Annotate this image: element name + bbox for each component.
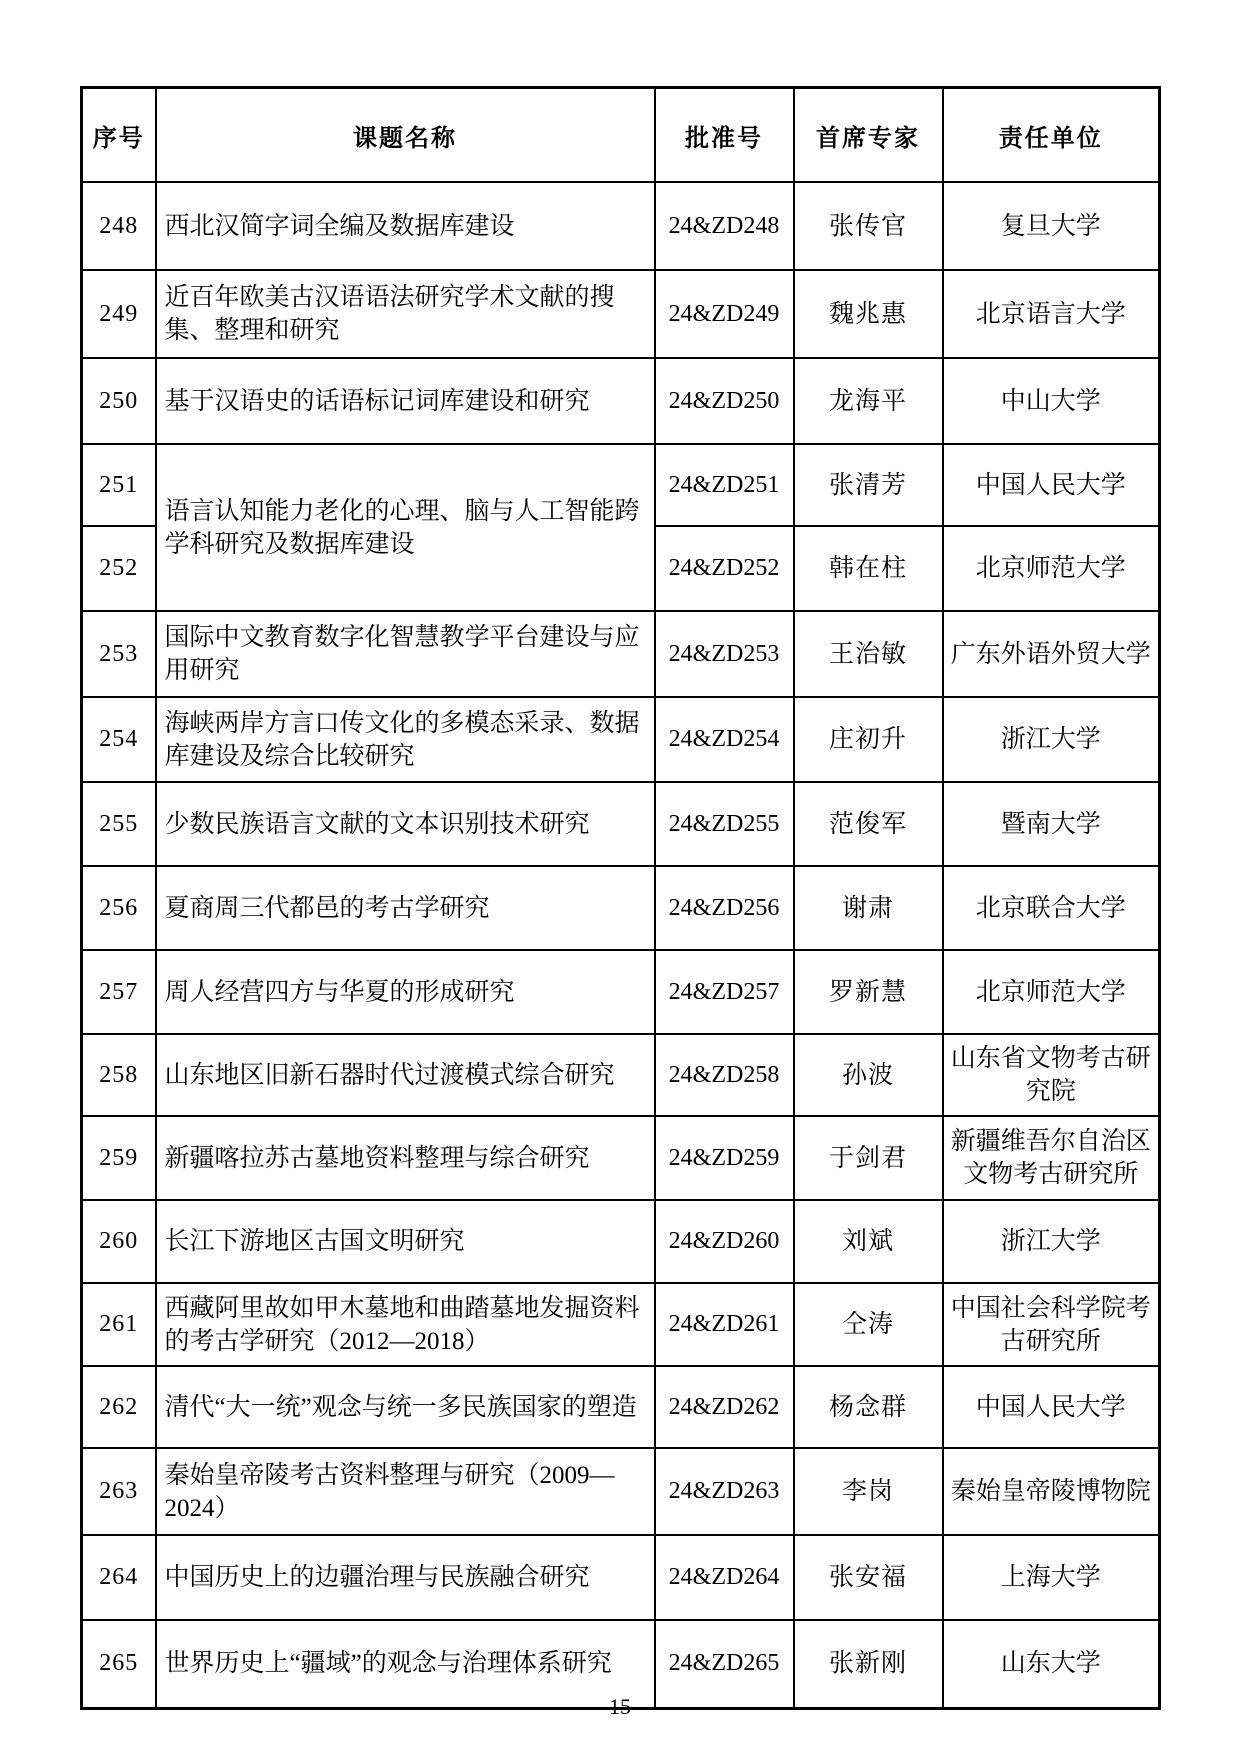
grant-number-cell: 24&ZD254 (655, 697, 794, 782)
institution-cell: 复旦大学 (943, 182, 1160, 270)
project-name-cell: 国际中文教育数字化智慧教学平台建设与应用研究 (156, 611, 655, 697)
chief-expert-cell: 张安福 (794, 1535, 943, 1620)
grant-number-cell: 24&ZD257 (655, 950, 794, 1034)
grant-number-cell: 24&ZD251 (655, 444, 794, 526)
institution-cell: 浙江大学 (943, 697, 1160, 782)
institution-cell: 广东外语外贸大学 (943, 611, 1160, 697)
grant-number-cell: 24&ZD258 (655, 1034, 794, 1116)
grant-number-cell: 24&ZD261 (655, 1283, 794, 1366)
table-row (82, 611, 1160, 697)
table-row (82, 444, 1160, 526)
table-row (82, 182, 1160, 270)
institution-cell: 北京师范大学 (943, 526, 1160, 611)
institution-cell: 中山大学 (943, 358, 1160, 444)
row-number-cell: 249 (82, 270, 156, 358)
grant-number-cell: 24&ZD265 (655, 1620, 794, 1708)
row-number-cell: 251 (82, 444, 156, 526)
institution-cell: 浙江大学 (943, 1200, 1160, 1283)
institution-cell: 秦始皇帝陵博物院 (943, 1448, 1160, 1535)
chief-expert-cell: 庄初升 (794, 697, 943, 782)
chief-expert-cell: 张清芳 (794, 444, 943, 526)
project-name-cell: 基于汉语史的话语标记词库建设和研究 (156, 358, 655, 444)
project-name-cell: 西北汉简字词全编及数据库建设 (156, 182, 655, 270)
chief-expert-cell: 谢肃 (794, 866, 943, 950)
institution-cell: 暨南大学 (943, 782, 1160, 866)
table-row (82, 782, 1160, 866)
grant-number-cell: 24&ZD255 (655, 782, 794, 866)
grant-number-cell: 24&ZD249 (655, 270, 794, 358)
project-name-cell: 海峡两岸方言口传文化的多模态采录、数据库建设及综合比较研究 (156, 697, 655, 782)
institution-cell: 中国人民大学 (943, 444, 1160, 526)
row-number-cell: 253 (82, 611, 156, 697)
row-number-cell: 252 (82, 526, 156, 611)
institution-cell: 山东大学 (943, 1620, 1160, 1708)
chief-expert-cell: 张传官 (794, 182, 943, 270)
table-row (82, 1034, 1160, 1116)
table-row (82, 866, 1160, 950)
row-number-cell: 255 (82, 782, 156, 866)
institution-cell: 北京师范大学 (943, 950, 1160, 1034)
projects-table (80, 86, 1161, 1710)
row-number-cell: 254 (82, 697, 156, 782)
chief-expert-cell: 杨念群 (794, 1366, 943, 1448)
institution-cell: 北京语言大学 (943, 270, 1160, 358)
table-row (82, 358, 1160, 444)
row-number-cell: 261 (82, 1283, 156, 1366)
chief-expert-cell: 于剑君 (794, 1116, 943, 1200)
institution-cell: 北京联合大学 (943, 866, 1160, 950)
table-row (82, 270, 1160, 358)
chief-expert-cell: 龙海平 (794, 358, 943, 444)
project-name-cell: 清代“大一统”观念与统一多民族国家的塑造 (156, 1366, 655, 1448)
table-row (82, 1200, 1160, 1283)
row-number-cell: 256 (82, 866, 156, 950)
institution-cell: 上海大学 (943, 1535, 1160, 1620)
header-grant-number: 批准号 (655, 88, 794, 183)
row-number-cell: 259 (82, 1116, 156, 1200)
institution-cell: 山东省文物考古研究院 (943, 1034, 1160, 1116)
project-name-cell: 新疆喀拉苏古墓地资料整理与综合研究 (156, 1116, 655, 1200)
row-number-cell: 257 (82, 950, 156, 1034)
project-name-cell: 夏商周三代都邑的考古学研究 (156, 866, 655, 950)
chief-expert-cell: 刘斌 (794, 1200, 943, 1283)
grant-number-cell: 24&ZD259 (655, 1116, 794, 1200)
table-row (82, 1283, 1160, 1366)
header-project-name: 课题名称 (156, 88, 655, 183)
table-header-row (82, 88, 1160, 183)
row-number-cell: 265 (82, 1620, 156, 1708)
grant-number-cell: 24&ZD248 (655, 182, 794, 270)
grant-number-cell: 24&ZD262 (655, 1366, 794, 1448)
grant-number-cell: 24&ZD252 (655, 526, 794, 611)
grant-number-cell: 24&ZD264 (655, 1535, 794, 1620)
project-name-cell: 周人经营四方与华夏的形成研究 (156, 950, 655, 1034)
chief-expert-cell: 孙波 (794, 1034, 943, 1116)
project-name-cell: 语言认知能力老化的心理、脑与人工智能跨学科研究及数据库建设 (156, 444, 655, 611)
row-number-cell: 258 (82, 1034, 156, 1116)
row-number-cell: 248 (82, 182, 156, 270)
project-name-cell: 长江下游地区古国文明研究 (156, 1200, 655, 1283)
table-row (82, 697, 1160, 782)
project-name-cell: 近百年欧美古汉语语法研究学术文献的搜集、整理和研究 (156, 270, 655, 358)
row-number-cell: 263 (82, 1448, 156, 1535)
table-row (82, 1535, 1160, 1620)
institution-cell: 中国人民大学 (943, 1366, 1160, 1448)
table-row (82, 1448, 1160, 1535)
project-name-cell: 中国历史上的边疆治理与民族融合研究 (156, 1535, 655, 1620)
row-number-cell: 264 (82, 1535, 156, 1620)
grant-number-cell: 24&ZD256 (655, 866, 794, 950)
table-row (82, 1366, 1160, 1448)
chief-expert-cell: 李岗 (794, 1448, 943, 1535)
project-name-cell: 少数民族语言文献的文本识别技术研究 (156, 782, 655, 866)
project-name-cell: 秦始皇帝陵考古资料整理与研究（2009—2024） (156, 1448, 655, 1535)
chief-expert-cell: 韩在柱 (794, 526, 943, 611)
institution-cell: 新疆维吾尔自治区文物考古研究所 (943, 1116, 1160, 1200)
chief-expert-cell: 罗新慧 (794, 950, 943, 1034)
project-name-cell: 山东地区旧新石器时代过渡模式综合研究 (156, 1034, 655, 1116)
row-number-cell: 262 (82, 1366, 156, 1448)
project-name-cell: 世界历史上“疆域”的观念与治理体系研究 (156, 1620, 655, 1708)
header-serial-number: 序号 (82, 88, 156, 183)
institution-cell: 中国社会科学院考古研究所 (943, 1283, 1160, 1366)
chief-expert-cell: 范俊军 (794, 782, 943, 866)
grant-number-cell: 24&ZD260 (655, 1200, 794, 1283)
header-chief-expert: 首席专家 (794, 88, 943, 183)
grant-number-cell: 24&ZD263 (655, 1448, 794, 1535)
table-row (82, 950, 1160, 1034)
table-row (82, 1116, 1160, 1200)
grant-number-cell: 24&ZD250 (655, 358, 794, 444)
header-institution: 责任单位 (943, 88, 1160, 183)
project-name-cell: 西藏阿里故如甲木墓地和曲踏墓地发掘资料的考古学研究（2012—2018） (156, 1283, 655, 1366)
grant-number-cell: 24&ZD253 (655, 611, 794, 697)
chief-expert-cell: 王治敏 (794, 611, 943, 697)
chief-expert-cell: 仝涛 (794, 1283, 943, 1366)
row-number-cell: 250 (82, 358, 156, 444)
page-number: 15 (609, 1694, 631, 1719)
chief-expert-cell: 张新刚 (794, 1620, 943, 1708)
row-number-cell: 260 (82, 1200, 156, 1283)
chief-expert-cell: 魏兆惠 (794, 270, 943, 358)
